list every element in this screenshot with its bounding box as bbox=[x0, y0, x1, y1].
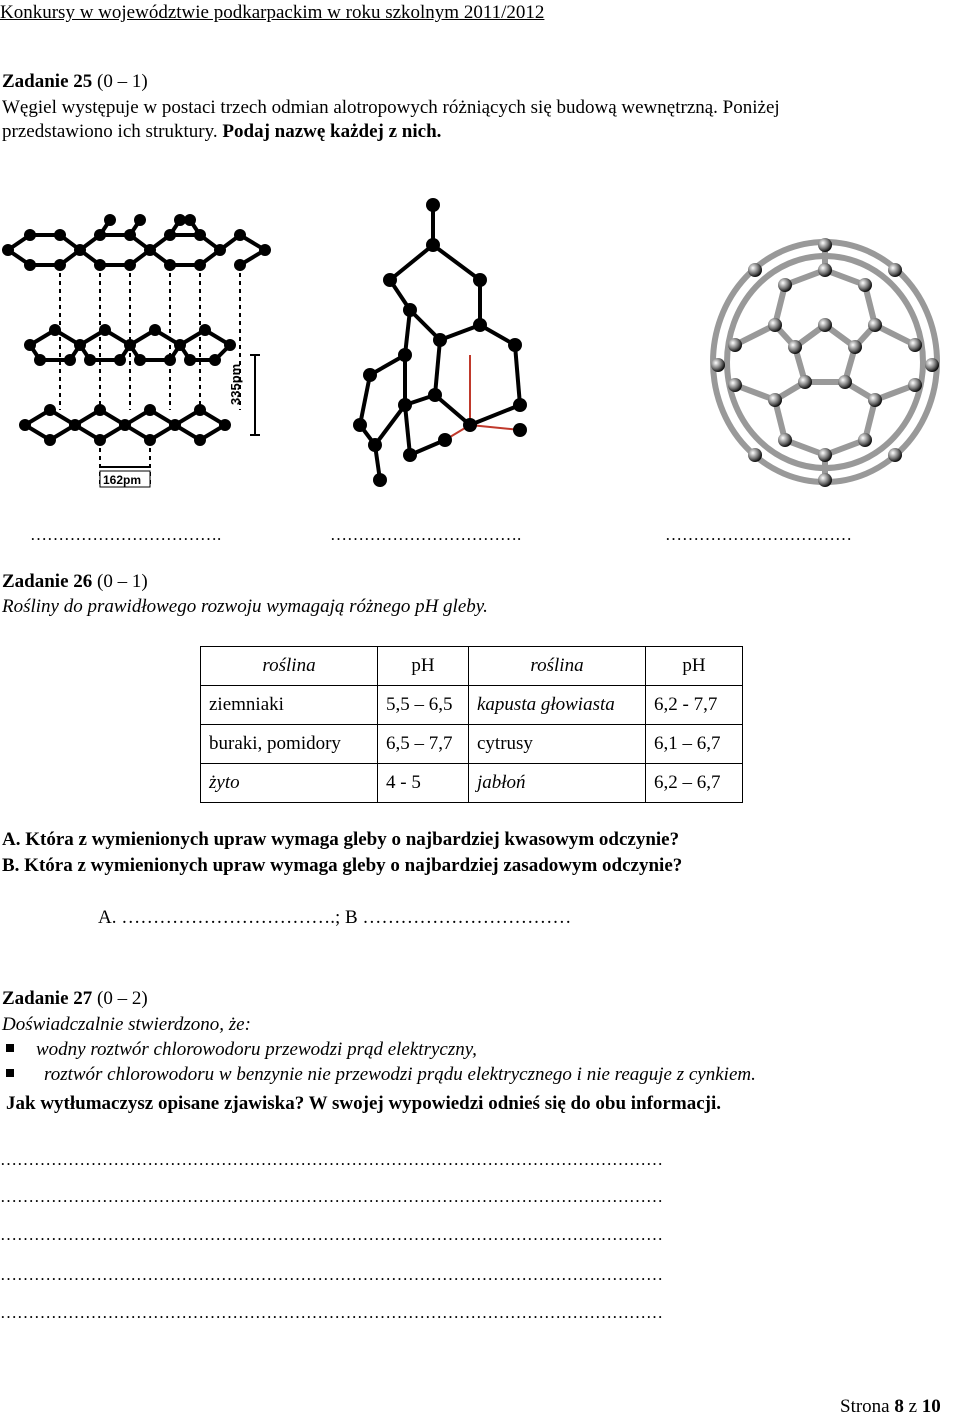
bullet-icon bbox=[6, 1044, 14, 1052]
page-number bbox=[840, 1396, 941, 1418]
task-27-intro: Doświadczalnie stwierdzono, że: bbox=[2, 1014, 251, 1035]
page-header: Konkursy w województwie podkarpackim w roku szkolnym 2011/2012 bbox=[0, 2, 545, 23]
task-26-title: Zadanie 26 bbox=[2, 571, 93, 592]
page-number-total: 10 bbox=[921, 1396, 941, 1417]
table-row bbox=[201, 725, 743, 764]
table-row bbox=[201, 686, 743, 725]
table-header-row bbox=[201, 647, 743, 686]
answer-line[interactable]: ……………………………………………………………………………………………………… bbox=[0, 1265, 663, 1284]
table-cell: kapusta głowiasta bbox=[469, 686, 646, 725]
task-25-title: Zadanie 25 bbox=[2, 71, 93, 92]
graphite-height-label: 335pm bbox=[228, 363, 243, 405]
fullerene-structure-image bbox=[700, 230, 950, 495]
page-number-prefix: Strona bbox=[840, 1396, 890, 1417]
table-cell: ziemniaki bbox=[201, 686, 378, 725]
page-number-current: 8 bbox=[894, 1396, 904, 1417]
table-header: pH bbox=[646, 647, 743, 686]
answer-line[interactable]: ……………………………………………………………………………………………………… bbox=[0, 1187, 663, 1206]
question-a: A. Która z wymienionych upraw wymaga gleby o najbardziej kwasowym odczynie? bbox=[2, 829, 680, 850]
ph-table bbox=[200, 646, 743, 803]
table-cell: 4 - 5 bbox=[378, 764, 469, 803]
task-26-points: (0 – 1) bbox=[97, 571, 148, 592]
task-25-line2-text: przedstawiono ich struktury. bbox=[2, 121, 223, 142]
task-25-line2 bbox=[2, 120, 441, 144]
task-25-points: (0 – 1) bbox=[97, 71, 148, 92]
page-number-separator: z bbox=[908, 1396, 918, 1417]
bullet-icon bbox=[6, 1069, 14, 1077]
table-cell: 6,2 – 6,7 bbox=[646, 764, 743, 803]
table-cell: 6,2 - 7,7 bbox=[646, 686, 743, 725]
table-header: roślina bbox=[469, 647, 646, 686]
task-27-question: Jak wytłumaczysz opisane zjawiska? W swojej wypowiedzi odnieś się do obu informacji. bbox=[6, 1093, 721, 1114]
graphite-structure-image bbox=[0, 205, 290, 495]
answer-line-3[interactable]: …………………………… bbox=[665, 525, 852, 544]
task-27-bullet-2: roztwór chlorowodoru w benzynie nie przewodzi prądu elektrycznego i nie reaguje z cynkiem. bbox=[44, 1064, 756, 1085]
graphite-width-label: 162pm bbox=[103, 473, 142, 487]
answer-line-2[interactable]: ……………………………. bbox=[330, 525, 522, 544]
answer-line[interactable]: ……………………………………………………………………………………………………… bbox=[0, 1150, 663, 1169]
table-cell: jabłoń bbox=[469, 764, 646, 803]
diamond-structure-image bbox=[330, 195, 600, 495]
table-cell: 6,1 – 6,7 bbox=[646, 725, 743, 764]
question-b: B. Która z wymienionych upraw wymaga gleby o najbardziej zasadowym odczynie? bbox=[2, 855, 683, 876]
table-cell: buraki, pomidory bbox=[201, 725, 378, 764]
task-27-bullet-1: wodny roztwór chlorowodoru przewodzi prąd elektryczny, bbox=[36, 1039, 477, 1060]
answer-line[interactable]: ……………………………………………………………………………………………………… bbox=[0, 1303, 663, 1322]
task-26-heading bbox=[2, 570, 148, 594]
table-header: roślina bbox=[201, 647, 378, 686]
task-25-instruction: Podaj nazwę każdej z nich. bbox=[222, 121, 442, 142]
task-27-title: Zadanie 27 bbox=[2, 988, 93, 1009]
table-cell: 5,5 – 6,5 bbox=[378, 686, 469, 725]
table-row bbox=[201, 764, 743, 803]
task-26-answer-line[interactable]: A. …………………………….; B …………………………… bbox=[98, 907, 572, 928]
task-25-line1: Węgiel występuje w postaci trzech odmian alotropowych różniących się budową wewnętrzną. Poniżej bbox=[2, 97, 780, 118]
table-cell: cytrusy bbox=[469, 725, 646, 764]
answer-line-1[interactable]: ……………………………. bbox=[30, 525, 222, 544]
table-cell: żyto bbox=[201, 764, 378, 803]
task-25-heading bbox=[2, 70, 148, 94]
task-27-points: (0 – 2) bbox=[97, 988, 148, 1009]
task-27-heading bbox=[2, 987, 148, 1011]
answer-line[interactable]: ……………………………………………………………………………………………………… bbox=[0, 1225, 663, 1244]
task-26-intro: Rośliny do prawidłowego rozwoju wymagają różnego pH gleby. bbox=[2, 596, 488, 617]
table-cell: 6,5 – 7,7 bbox=[378, 725, 469, 764]
table-header: pH bbox=[378, 647, 469, 686]
